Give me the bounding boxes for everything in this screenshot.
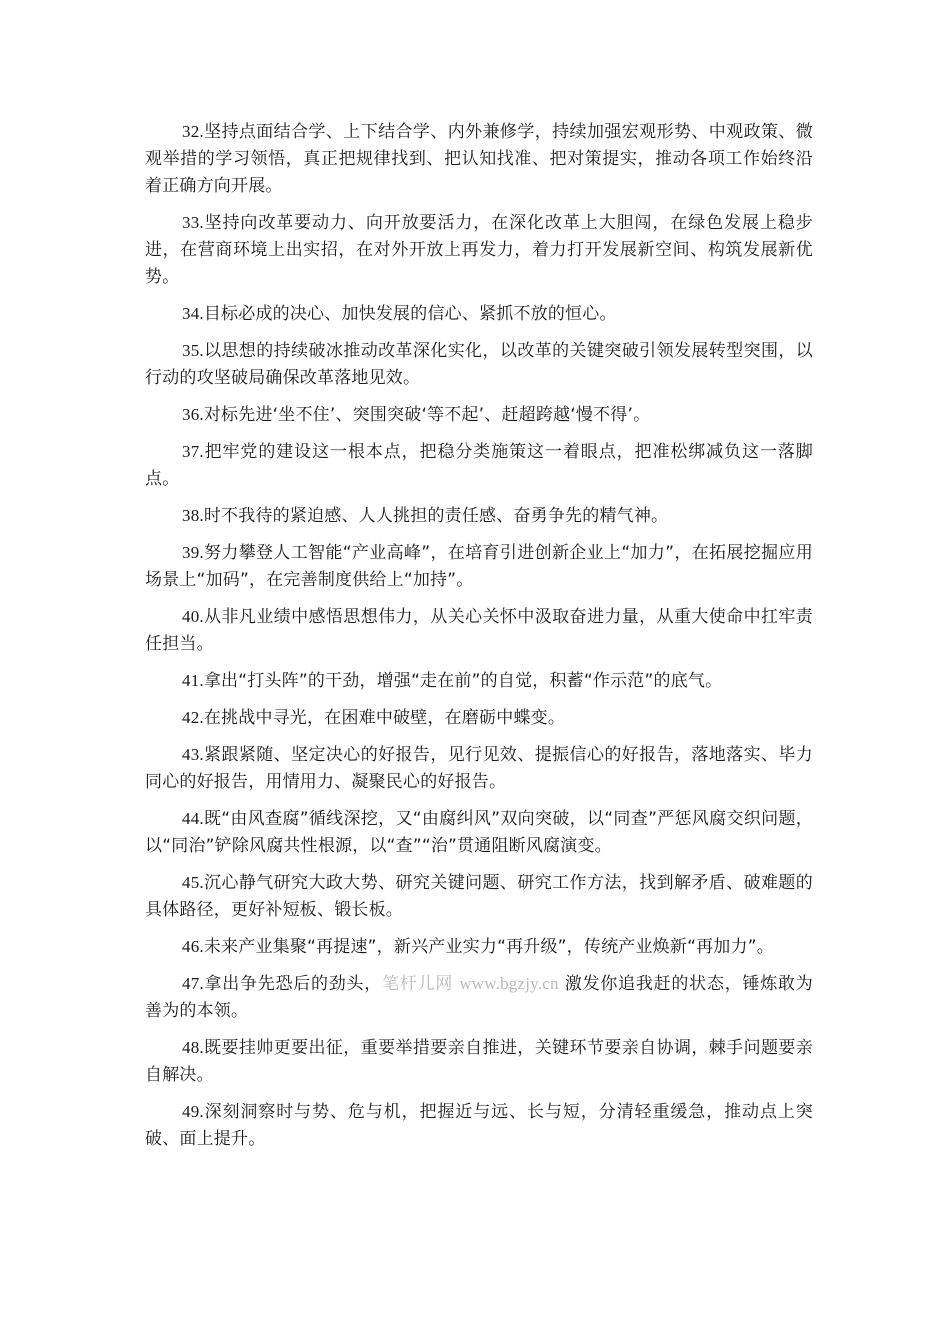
paragraph-text: 坚持点面结合学、上下结合学、内外兼修学，持续加强宏观形势、中观政策、微观举措的学习领悟，真正把规律找到、把认知找准、把对策提实，推动各项工作始终沿着正确方向开展。 bbox=[145, 122, 813, 196]
paragraph-46 bbox=[145, 933, 813, 961]
paragraph-39 bbox=[145, 539, 813, 594]
document-body bbox=[145, 118, 813, 1162]
paragraph-45 bbox=[145, 869, 813, 924]
paragraph-number: 37. bbox=[182, 442, 204, 461]
paragraph-number: 44. bbox=[182, 809, 204, 828]
paragraph-48 bbox=[145, 1034, 813, 1089]
paragraph-36 bbox=[145, 401, 813, 429]
paragraph-text: 把牢党的建设这一根本点，把稳分类施策这一着眼点，把准松绑减负这一落脚点。 bbox=[145, 442, 813, 489]
paragraph-text: 以思想的持续破冰推动改革深化实化，以改革的关键突破引领发展转型突围，以行动的攻坚破局确保改革落地见效。 bbox=[145, 341, 813, 388]
paragraph-text: 紧跟紧随、坚定决心的好报告，见行见效、提振信心的好报告，落地落实、毕力同心的好报告，用情用力、凝聚民心的好报告。 bbox=[145, 745, 813, 792]
paragraph-34 bbox=[145, 300, 813, 328]
paragraph-number: 36. bbox=[182, 405, 204, 424]
paragraph-text: 激发你追我赶的状态，锤炼敢为善为的本领。 bbox=[145, 974, 813, 1021]
paragraph-text: 努力攀登人工智能“产业高峰”，在培育引进创新企业上“加力”，在拓展挖掘应用场景上“加码”，在完善制度供给上“加持”。 bbox=[145, 543, 813, 590]
paragraph-number: 42. bbox=[182, 708, 204, 727]
paragraph-number: 38. bbox=[182, 506, 204, 525]
paragraph-number: 43. bbox=[182, 745, 204, 764]
paragraph-44 bbox=[145, 805, 813, 860]
watermark-text: 笔杆儿网 bbox=[382, 974, 454, 994]
paragraph-40 bbox=[145, 603, 813, 658]
paragraph-number: 49. bbox=[182, 1102, 204, 1121]
paragraph-42 bbox=[145, 704, 813, 732]
paragraph-number: 41. bbox=[182, 671, 204, 690]
paragraph-43 bbox=[145, 741, 813, 796]
paragraph-47 bbox=[145, 970, 813, 1025]
paragraph-number: 45. bbox=[182, 873, 204, 892]
paragraph-text: 坚持向改革要动力、向开放要活力，在深化改革上大胆闯，在绿色发展上稳步进，在营商环境上出实招，在对外开放上再发力，着力打开发展新空间、构筑发展新优势。 bbox=[145, 213, 813, 287]
paragraph-text: 时不我待的紧迫感、人人挑担的责任感、奋勇争先的精气神。 bbox=[203, 506, 669, 526]
paragraph-number: 47. bbox=[182, 974, 204, 993]
paragraph-text: 既“由风查腐”循线深挖，又“由腐纠风”双向突破，以“同查”严惩风腐交织问题，以“同治”铲除风腐共性根源，以“查”“治”贯通阻断风腐演变。 bbox=[145, 809, 813, 856]
paragraph-number: 33. bbox=[182, 213, 204, 232]
paragraph-text: 从非凡业绩中感悟思想伟力，从关心关怀中汲取奋进力量，从重大使命中扛牢责任担当。 bbox=[145, 607, 813, 654]
paragraph-text: 拿出争先恐后的劲头， bbox=[203, 974, 383, 994]
paragraph-number: 46. bbox=[182, 937, 204, 956]
paragraph-text: 沉心静气研究大政大势、研究关键问题、研究工作方法，找到解矛盾、破难题的具体路径，更好补短板、锻长板。 bbox=[145, 873, 813, 920]
paragraph-text: 拿出“打头阵”的干劲，增强“走在前”的自觉，积蓄“作示范”的底气。 bbox=[203, 671, 723, 691]
paragraph-number: 32. bbox=[182, 122, 204, 141]
paragraph-text: 在挑战中寻光，在困难中破壁，在磨砺中蝶变。 bbox=[203, 708, 566, 728]
paragraph-text: 目标必成的决心、加快发展的信心、紧抓不放的恒心。 bbox=[203, 304, 617, 324]
paragraph-number: 40. bbox=[182, 607, 204, 626]
paragraph-number: 35. bbox=[182, 341, 204, 360]
paragraph-text: 深刻洞察时与势、危与机，把握近与远、长与短，分清轻重缓急，推动点上突破、面上提升。 bbox=[145, 1102, 813, 1149]
paragraph-number: 34. bbox=[182, 304, 204, 323]
paragraph-33 bbox=[145, 209, 813, 291]
paragraph-number: 48. bbox=[182, 1038, 204, 1057]
watermark-url: www.bgzjy.cn bbox=[459, 974, 559, 993]
paragraph-41 bbox=[145, 667, 813, 695]
paragraph-text: 既要挂帅更要出征，重要举措要亲自推进，关键环节要亲自协调，棘手问题要亲自解决。 bbox=[145, 1038, 813, 1085]
paragraph-35 bbox=[145, 337, 813, 392]
paragraph-32 bbox=[145, 118, 813, 200]
paragraph-number: 39. bbox=[182, 543, 204, 562]
paragraph-37 bbox=[145, 438, 813, 493]
paragraph-text: 未来产业集聚“再提速”，新兴产业实力“再升级”，传统产业焕新“再加力”。 bbox=[203, 937, 774, 957]
paragraph-text: 对标先进‘坐不住’、突围突破‘等不起’、赶超跨越‘慢不得’。 bbox=[203, 405, 651, 425]
paragraph-49 bbox=[145, 1098, 813, 1153]
paragraph-38 bbox=[145, 502, 813, 530]
